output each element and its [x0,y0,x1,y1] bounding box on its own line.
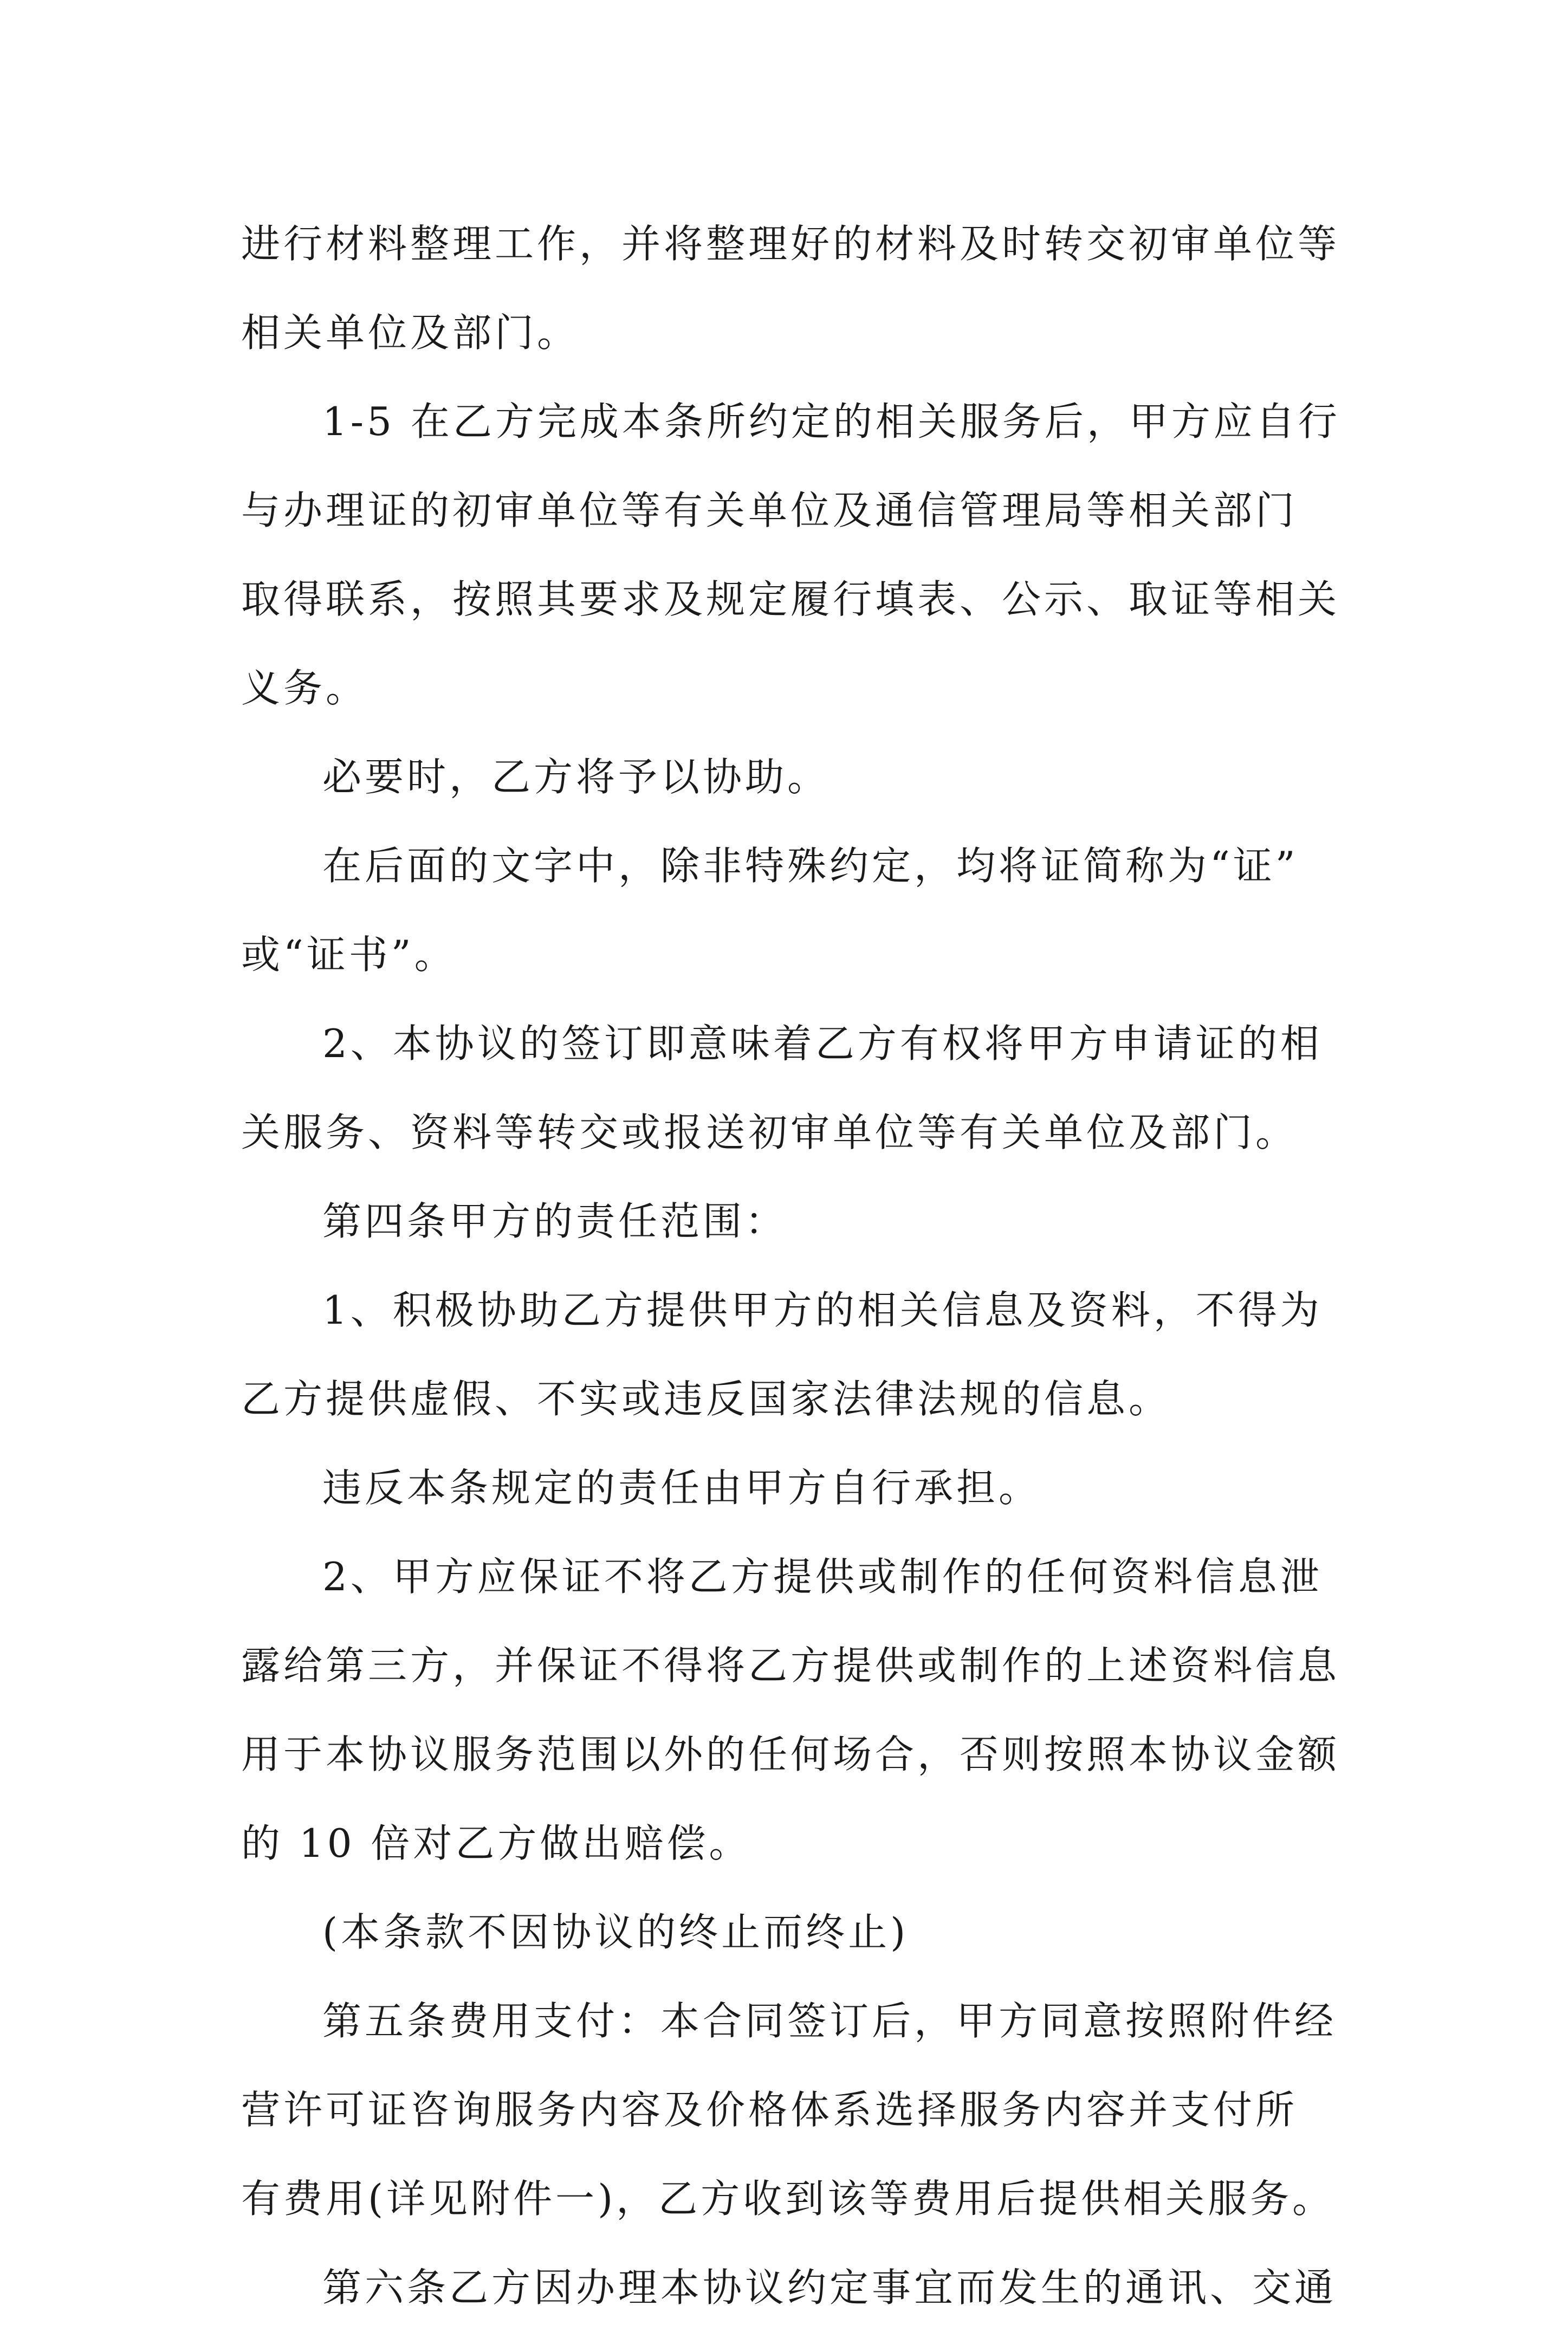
text-line: 必要时，乙方将予以协助。 [322,754,830,800]
text-line: 关服务、资料等转交或报送初审单位等有关单位及部门。 [241,1110,1298,1155]
text-line: 取得联系，按照其要求及规定履行填表、公示、取证等相关 [241,576,1340,622]
document-body [241,199,1340,2332]
text-line: 相关单位及部门。 [241,310,580,355]
text-line: 第四条甲方的责任范围： [322,1199,788,1244]
text-line: 的 10 倍对乙方做出赔偿。 [241,1821,751,1866]
text-line: 有费用(详见附件一)，乙方收到该等费用后提供相关服务。 [241,2176,1335,2221]
text-line: 义务。 [241,665,368,711]
text-line: 进行材料整理工作，并将整理好的材料及时转交初审单位等 [241,221,1340,267]
text-line: 露给第三方，并保证不得将乙方提供或制作的上述资料信息 [241,1643,1340,1688]
text-line: 乙方提供虚假、不实或违反国家法律法规的信息。 [241,1376,1171,1422]
text-line: 1、积极协助乙方提供甲方的相关信息及资料，不得为 [322,1287,1323,1333]
text-line: 1-5 在乙方完成本条所约定的相关服务后，甲方应自行 [322,399,1340,444]
text-line: 违反本条规定的责任由甲方自行承担。 [322,1465,1041,1511]
text-line: 2、甲方应保证不将乙方提供或制作的任何资料信息泄 [322,1554,1323,1599]
text-line: 在后面的文字中，除非特殊约定，均将证简称为“证” [322,843,1299,889]
text-line: 与办理证的初审单位等有关单位及通信管理局等相关部门 [241,488,1298,533]
text-line: 用于本协议服务范围以外的任何场合，否则按照本协议金额 [241,1732,1340,1777]
text-line: 或“证书”。 [241,932,457,977]
text-line: 2、本协议的签订即意味着乙方有权将甲方申请证的相 [322,1021,1323,1066]
text-line: 营许可证咨询服务内容及价格体系选择服务内容并支付所 [241,2087,1298,2133]
text-line: (本条款不因协议的终止而终止) [322,1909,909,1955]
text-line: 第五条费用支付：本合同签订后，甲方同意按照附件经 [322,1998,1337,2044]
text-line: 第六条乙方因办理本协议约定事宜而发生的通讯、交通 [322,2265,1337,2310]
